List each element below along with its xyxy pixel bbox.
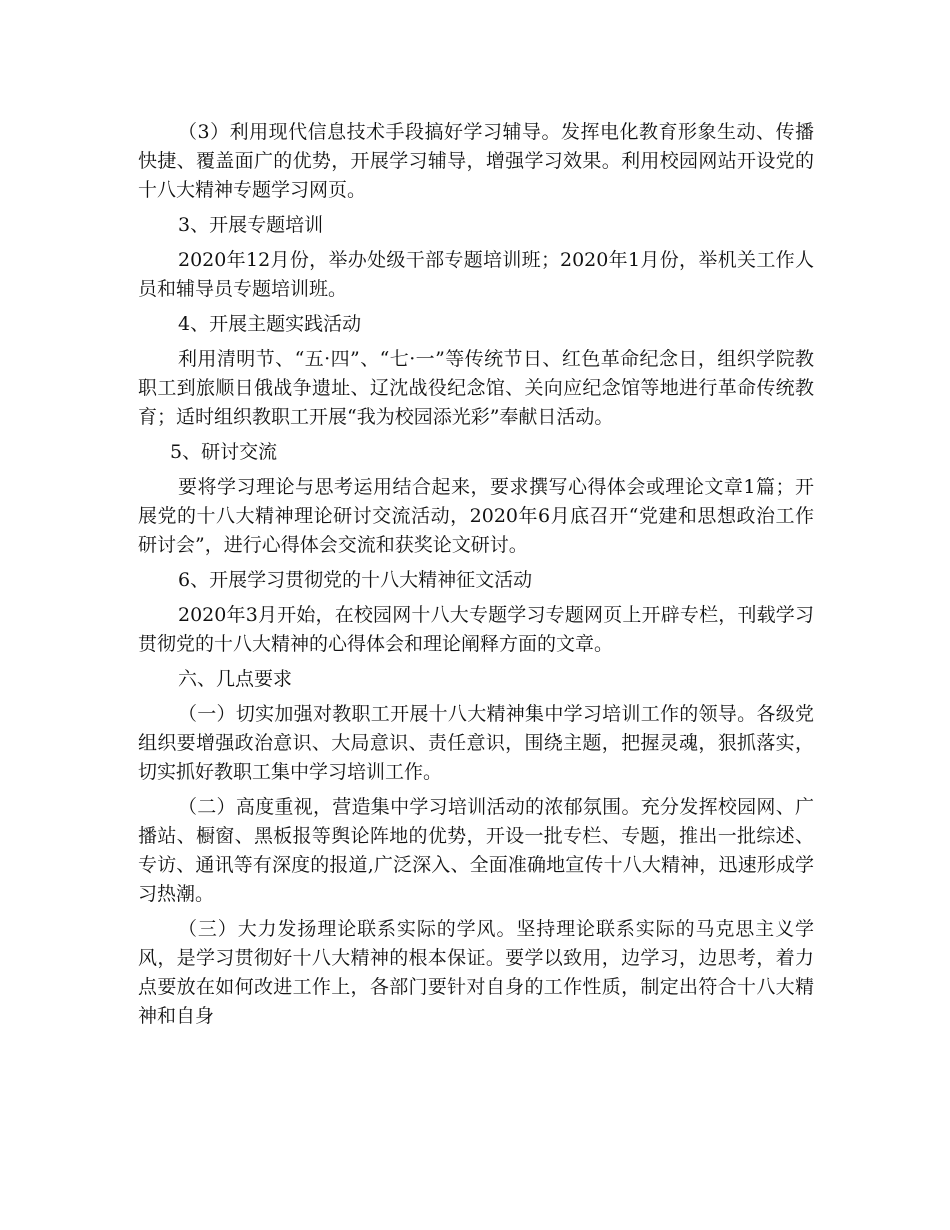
paragraph-modern-tech-guidance: （3）利用现代信息技术手段搞好学习辅导。发挥电化教育形象生动、传播快捷、覆盖面广的优势，开展学习辅导，增强学习效果。利用校园网站开设党的十八大精神专题学习网页。 (138, 121, 814, 201)
heading-essay-activity: 6、开展学习贯彻党的十八大精神征文活动 (178, 569, 533, 591)
paragraph-essay-activity: 2020年3月开始，在校园网十八大专题学习专题网页上开辟专栏，刊载学习贯彻党的十八大精神的心得体会和理论阐释方面的文章。 (138, 604, 814, 655)
paragraph-requirement-atmosphere: （二）高度重视，营造集中学习培训活动的浓郁氛围。充分发挥校园网、广播站、橱窗、黑板报等舆论阵地的优势，开设一批专栏、专题，推出一批综述、专访、通讯等有深度的报道,广泛深入、全面准确地宣传十八大精神，迅速形成学习热潮。 (138, 796, 814, 905)
heading-seminar-exchange: 5、研讨交流 (170, 441, 278, 463)
paragraph-theme-practice: 利用清明节、“五·四”、“七·一”等传统节日、红色革命纪念日，组织学院教职工到旅顺日俄战争遗址、辽沈战役纪念馆、关向应纪念馆等地进行革命传统教育；适时组织教职工开展“我为校园添光彩”奉献日活动。 (138, 348, 814, 428)
heading-special-training: 3、开展专题培训 (178, 214, 324, 236)
document-body (138, 118, 814, 1037)
paragraph-seminar-exchange: 要将学习理论与思考运用结合起来，要求撰写心得体会或理论文章1篇；开展党的十八大精神理论研讨交流活动，2020年6月底召开“党建和思想政治工作研讨会”，进行心得体会交流和获奖论文研讨。 (138, 476, 814, 556)
heading-theme-practice: 4、开展主题实践活动 (178, 313, 362, 335)
paragraph-requirement-study-style: （三）大力发扬理论联系实际的学风。坚持理论联系实际的马克思主义学风，是学习贯彻好十八大精神的根本保证。要学以致用，边学习，边思考，着力点要放在如何改进工作上，各部门要针对自身的工作性质，制定出符合十八大精神和自身 (138, 918, 814, 1027)
paragraph-requirement-leadership: （一）切实加强对教职工开展十八大精神集中学习培训工作的领导。各级党组织要增强政治意识、大局意识、责任意识，围绕主题，把握灵魂，狠抓落实，切实抓好教职工集中学习培训工作。 (138, 703, 814, 783)
heading-requirements: 六、几点要求 (178, 668, 293, 690)
paragraph-training-schedule: 2020年12月份，举办处级干部专题培训班；2020年1月份，举机关工作人员和辅导员专题培训班。 (138, 249, 814, 300)
